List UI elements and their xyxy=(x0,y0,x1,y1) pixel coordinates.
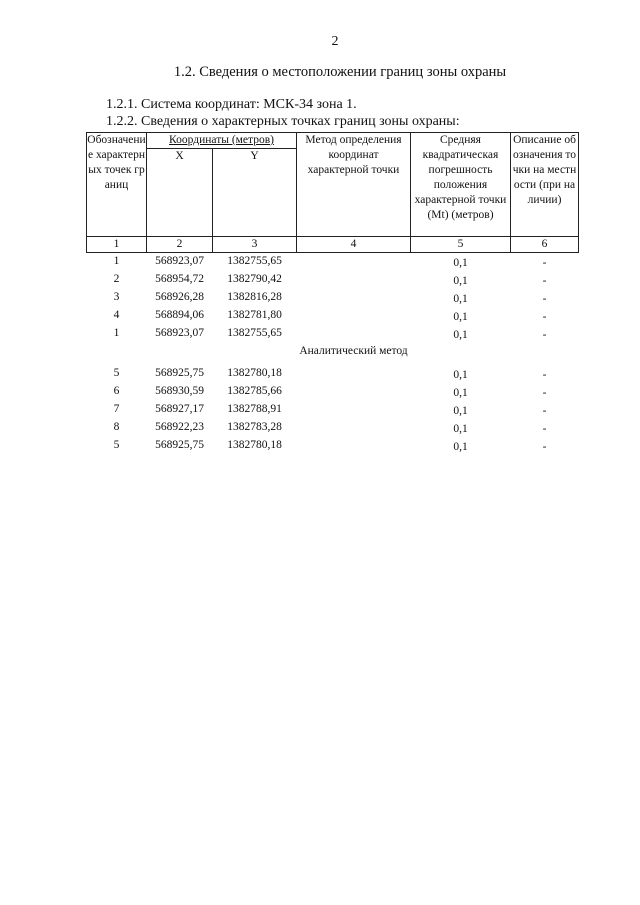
method-empty xyxy=(297,401,411,419)
description-value: - xyxy=(542,275,547,287)
method-empty xyxy=(297,419,411,437)
method-cell xyxy=(297,343,411,365)
error-value: 0,1 xyxy=(453,387,468,399)
header-method: Метод определения координат характерной точки xyxy=(297,133,411,237)
description-value: - xyxy=(542,387,547,399)
table-row xyxy=(87,365,579,383)
col-number: 5 xyxy=(411,237,511,253)
point-number: 6 xyxy=(113,385,120,397)
error-value: 0,1 xyxy=(453,329,468,341)
point-number: 5 xyxy=(113,367,120,379)
section-title: 1.2. Сведения о местоположении границ зоны охраны xyxy=(173,64,507,80)
description-value: - xyxy=(542,441,547,453)
table-row xyxy=(87,271,579,289)
error-value: 0,1 xyxy=(453,275,468,287)
point-number: 3 xyxy=(113,291,120,303)
coord-y: 1382755,65 xyxy=(227,255,282,267)
description-value: - xyxy=(542,405,547,417)
header-error: Средняя квадратическая погрешность положения характерной точки (Mt) (метров) xyxy=(411,133,511,237)
group-1-rows xyxy=(87,253,579,344)
point-number: 8 xyxy=(113,421,120,433)
col-number: 1 xyxy=(87,237,147,253)
error-value: 0,1 xyxy=(453,311,468,323)
description-value: - xyxy=(542,369,547,381)
col-number: 3 xyxy=(213,237,297,253)
table-row xyxy=(87,253,579,272)
coordinates-table xyxy=(86,132,579,455)
coord-y: 1382790,42 xyxy=(227,273,282,285)
point-number: 5 xyxy=(113,439,120,451)
method-empty xyxy=(297,307,411,325)
point-number: 7 xyxy=(113,403,120,415)
column-numbers-row xyxy=(87,237,579,253)
coord-x: 568894,06 xyxy=(155,309,204,321)
coord-x: 568927,17 xyxy=(155,403,204,415)
coord-y: 1382781,80 xyxy=(227,309,282,321)
error-value: 0,1 xyxy=(453,423,468,435)
coord-y: 1382816,28 xyxy=(227,291,282,303)
col-number: 4 xyxy=(297,237,411,253)
error-value: 0,1 xyxy=(453,441,468,453)
method-empty xyxy=(297,325,411,343)
description-value: - xyxy=(542,293,547,305)
table-row xyxy=(87,307,579,325)
coord-y: 1382780,18 xyxy=(227,367,282,379)
error-value: 0,1 xyxy=(453,405,468,417)
coord-x: 568930,59 xyxy=(155,385,204,397)
description-value: - xyxy=(542,257,547,269)
coord-y: 1382788,91 xyxy=(227,403,282,415)
coord-y: 1382780,18 xyxy=(227,439,282,451)
point-number: 1 xyxy=(113,255,120,267)
header-x: X xyxy=(147,149,213,237)
coord-y: 1382755,65 xyxy=(227,327,282,339)
page-number: 2 xyxy=(331,34,339,49)
table-row xyxy=(87,401,579,419)
table-row xyxy=(87,289,579,307)
point-number: 2 xyxy=(113,273,120,285)
table-row xyxy=(87,383,579,401)
coordinate-system-line: 1.2.1. Система координат: МСК-34 зона 1. xyxy=(106,97,357,112)
method-label: Аналитический метод xyxy=(299,345,408,357)
method-empty xyxy=(297,437,411,455)
table-row xyxy=(87,437,579,455)
group-2-rows xyxy=(87,365,579,455)
header-description: Описание обозначения точки на местности (при наличии) xyxy=(511,133,579,237)
coord-x: 568923,07 xyxy=(155,255,204,267)
coord-y: 1382785,66 xyxy=(227,385,282,397)
error-value: 0,1 xyxy=(453,293,468,305)
point-number: 1 xyxy=(113,327,120,339)
error-value: 0,1 xyxy=(453,369,468,381)
coord-x: 568926,28 xyxy=(155,291,204,303)
coord-x: 568954,72 xyxy=(155,273,204,285)
description-value: - xyxy=(542,423,547,435)
header-coordinates: Координаты (метров) xyxy=(147,133,297,149)
coord-y: 1382783,28 xyxy=(227,421,282,433)
points-info-line: 1.2.2. Сведения о характерных точках границ зоны охраны: xyxy=(106,114,460,129)
method-empty xyxy=(297,253,411,272)
description-value: - xyxy=(542,329,547,341)
header-point-designation: Обозначение характерных точек границ xyxy=(87,133,147,237)
coord-x: 568922,23 xyxy=(155,421,204,433)
error-value: 0,1 xyxy=(453,257,468,269)
coord-x: 568923,07 xyxy=(155,327,204,339)
method-empty xyxy=(297,383,411,401)
method-empty xyxy=(297,271,411,289)
table-row xyxy=(87,325,579,343)
method-empty xyxy=(297,289,411,307)
header-y: Y xyxy=(213,149,297,237)
coord-x: 568925,75 xyxy=(155,439,204,451)
method-empty xyxy=(297,365,411,383)
col-number: 2 xyxy=(147,237,213,253)
col-number: 6 xyxy=(511,237,579,253)
description-value: - xyxy=(542,311,547,323)
table-row xyxy=(87,419,579,437)
point-number: 4 xyxy=(113,309,120,321)
coord-x: 568925,75 xyxy=(155,367,204,379)
